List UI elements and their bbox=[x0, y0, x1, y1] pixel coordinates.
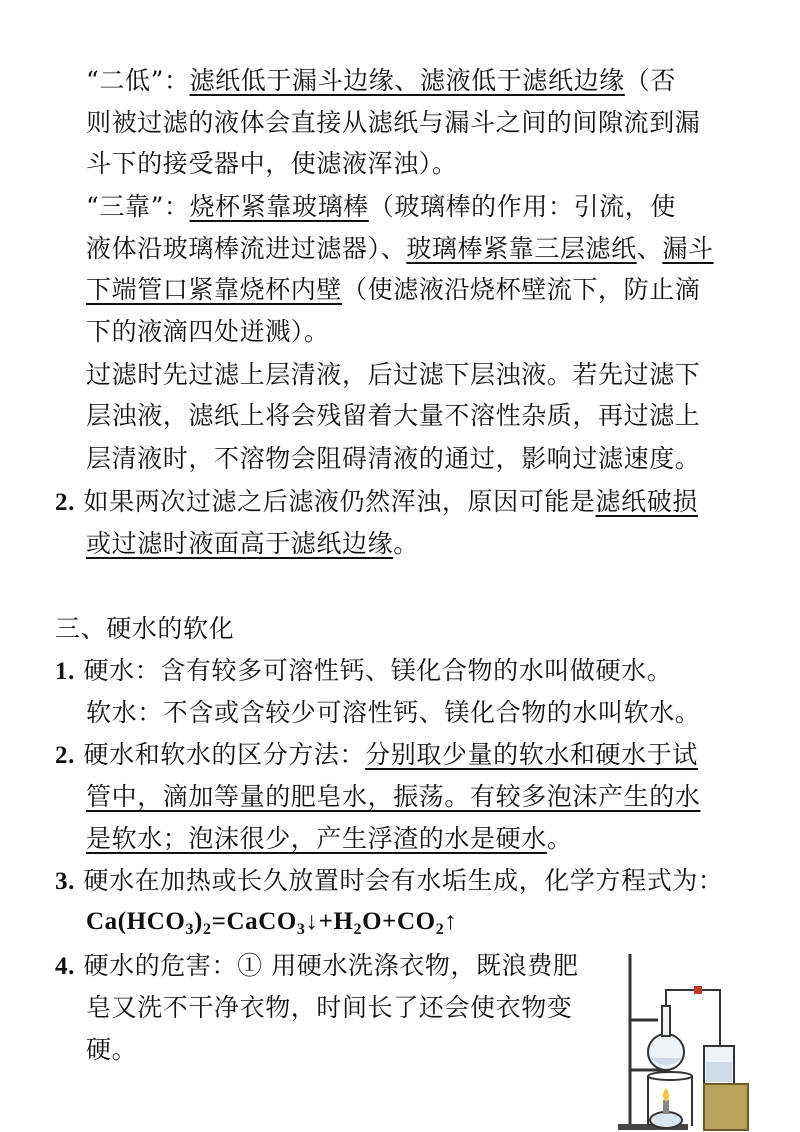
s2-line-1 bbox=[55, 738, 698, 773]
san-kao-text-2: 液体沿玻璃棒流进过滤器）、 bbox=[86, 234, 407, 263]
item-2-line-1 bbox=[55, 485, 698, 520]
s3-number: 3. bbox=[55, 868, 75, 895]
eq-subscript: 2 bbox=[353, 921, 363, 938]
s2-line-3 bbox=[86, 822, 572, 856]
s4-number: 4. bbox=[55, 953, 75, 980]
item-2-end: 。 bbox=[393, 529, 419, 558]
san-kao-text-3: （使滤液沿烧杯壁流下，防止滴 bbox=[342, 275, 701, 304]
san-kao-label: “三靠”： bbox=[86, 192, 190, 221]
s4-text-1: 硬水的危害：① 用硬水洗涤衣物，既浪费肥 bbox=[83, 951, 579, 980]
s4-line-1 bbox=[55, 949, 578, 984]
san-kao-underlined-3: 漏斗 bbox=[662, 234, 714, 263]
s1-line-1 bbox=[55, 654, 672, 689]
er-di-text: （否 bbox=[624, 66, 676, 95]
s3-text: 硬水在加热或长久放置时会有水垢生成，化学方程式为： bbox=[83, 866, 724, 895]
s1-soft-water-def: 软水：不含或含较少可溶性钙、镁化合物的水叫软水。 bbox=[86, 698, 701, 727]
er-di-underlined: 滤纸低于漏斗边缘、滤液低于滤纸边缘 bbox=[189, 66, 625, 95]
eq-part: ) bbox=[194, 908, 203, 935]
s3-line-1 bbox=[55, 864, 724, 899]
item-2-underlined-1: 滤纸破损 bbox=[595, 487, 698, 516]
san-kao-separator: 、 bbox=[636, 234, 663, 263]
s2-underlined-1: 分别取少量的软水和硬水于试 bbox=[365, 740, 698, 769]
s2-underlined-2: 管中，滴加等量的肥皂水，振荡。有较多泡沫产生的水 bbox=[86, 782, 701, 811]
item-2-number: 2. bbox=[55, 489, 75, 516]
s4-line-3: 硬。 bbox=[86, 1035, 138, 1064]
s1-number: 1. bbox=[55, 658, 75, 685]
s2-underlined-3: 是软水；泡沫很少，产生浮渣的水是硬水 bbox=[86, 824, 547, 853]
er-di-label: “二低”： bbox=[86, 66, 190, 95]
san-kao-line-4: 下的液滴四处迸溅）。 bbox=[86, 317, 330, 346]
filter-order-line-3: 层清液时，不溶物会阻碍清液的通过，影响过滤速度。 bbox=[86, 444, 701, 473]
section-heading: 三、硬水的软化 bbox=[55, 614, 235, 643]
er-di-line-3: 斗下的接受器中，使滤液浑浊）。 bbox=[86, 149, 458, 178]
eq-subscript: 2 bbox=[435, 921, 445, 938]
san-kao-underlined-4: 下端管口紧靠烧杯内壁 bbox=[86, 275, 343, 304]
chemical-equation bbox=[86, 905, 457, 947]
item-2-underlined-2: 或过滤时液面高于滤纸边缘 bbox=[86, 529, 394, 558]
distillation-apparatus-illustration bbox=[596, 950, 756, 1132]
eq-subscript: 3 bbox=[296, 921, 306, 938]
eq-part: =CaCO bbox=[211, 908, 297, 935]
s1-hard-water-def: 硬水：含有较多可溶性钙、镁化合物的水叫做硬水。 bbox=[83, 656, 673, 685]
san-kao-underlined-1: 烧杯紧靠玻璃棒 bbox=[189, 192, 369, 221]
item-2-text: 如果两次过滤之后滤液仍然浑浊，原因可能是 bbox=[83, 487, 596, 516]
eq-subscript: 3 bbox=[185, 921, 195, 938]
er-di-line-1 bbox=[86, 64, 676, 98]
san-kao-text-1: （玻璃棒的作用：引流，使 bbox=[368, 192, 676, 221]
eq-part: Ca(HCO bbox=[86, 908, 186, 935]
eq-part: ↑ bbox=[444, 908, 458, 935]
san-kao-line-2 bbox=[86, 232, 714, 266]
eq-part: ↓+H bbox=[305, 908, 354, 935]
er-di-line-2: 则被过滤的液体会直接从滤纸与漏斗之间的间隙流到漏 bbox=[86, 108, 701, 137]
s2-label: 硬水和软水的区分方法： bbox=[83, 740, 366, 769]
san-kao-underlined-2: 玻璃棒紧靠三层滤纸 bbox=[406, 234, 637, 263]
s2-line-2 bbox=[86, 780, 700, 814]
s2-end: 。 bbox=[546, 824, 573, 853]
san-kao-line-3 bbox=[86, 273, 700, 307]
filter-order-line-2: 层浊液，滤纸上将会残留着大量不溶性杂质，再过滤上 bbox=[86, 401, 701, 430]
eq-part: O+CO bbox=[362, 908, 436, 935]
eq-subscript: 2 bbox=[202, 921, 212, 938]
item-2-line-2 bbox=[86, 527, 419, 561]
filter-order-line-1: 过滤时先过滤上层清液，后过滤下层浊液。若先过滤下 bbox=[86, 360, 701, 389]
san-kao-line-1 bbox=[86, 190, 676, 224]
s2-number: 2. bbox=[55, 742, 75, 769]
s4-line-2: 皂又洗不干净衣物，时间长了还会使衣物变 bbox=[86, 993, 573, 1022]
